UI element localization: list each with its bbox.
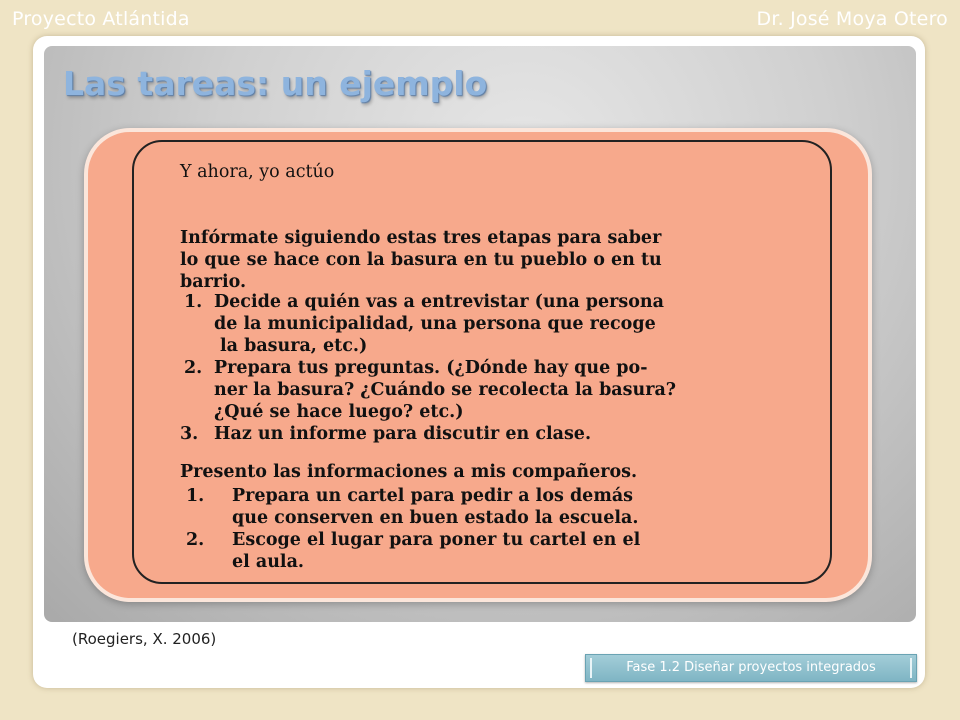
present-step-1-line-2: que conserven en buen estado la escuela. [232,508,639,528]
task-card-heading: Y ahora, yo actúo [180,162,335,182]
header-project-name: Proyecto Atlántida [12,8,190,30]
present-step-2-line-1: Escoge el lugar para poner tu cartel en el [232,530,641,550]
intro-line-1: Infórmate siguiendo estas tres etapas para saber [180,228,662,248]
citation: (Roegiers, X. 2006) [72,630,217,648]
step-1-line-3: la basura, etc.) [220,336,368,356]
step-1-number: 1. [184,292,203,312]
step-2-number: 2. [184,358,203,378]
step-1-line-2: de la municipalidad, una persona que recoge [214,314,656,334]
step-3-line-1: Haz un informe para discutir en clase. [214,424,592,444]
step-2-line-2: ner la basura? ¿Cuándo se recolecta la basura? [214,380,677,400]
present-step-1-line-1: Prepara un cartel para pedir a los demás [232,486,634,506]
step-3-number: 3. [180,424,199,444]
present-step-1-number: 1. [186,486,205,506]
slide-title: Las tareas: un ejemplo [63,64,488,103]
step-1-line-1: Decide a quién vas a entrevistar (una persona [214,292,664,312]
present-step-2-number: 2. [186,530,205,550]
step-2-line-3: ¿Qué se hace luego? etc.) [214,402,464,422]
intro-line-3: barrio. [180,272,247,292]
step-2-line-1: Prepara tus preguntas. (¿Dónde hay que po- [214,358,648,378]
phase-link-button[interactable]: Fase 1.2 Diseñar proyectos integrados [585,654,917,682]
present-step-2-line-2: el aula. [232,552,305,572]
header-author: Dr. José Moya Otero [756,8,948,30]
present-heading: Presento las informaciones a mis compañeros. [180,462,638,482]
intro-line-2: lo que se hace con la basura en tu pueblo o en tu [180,250,662,270]
